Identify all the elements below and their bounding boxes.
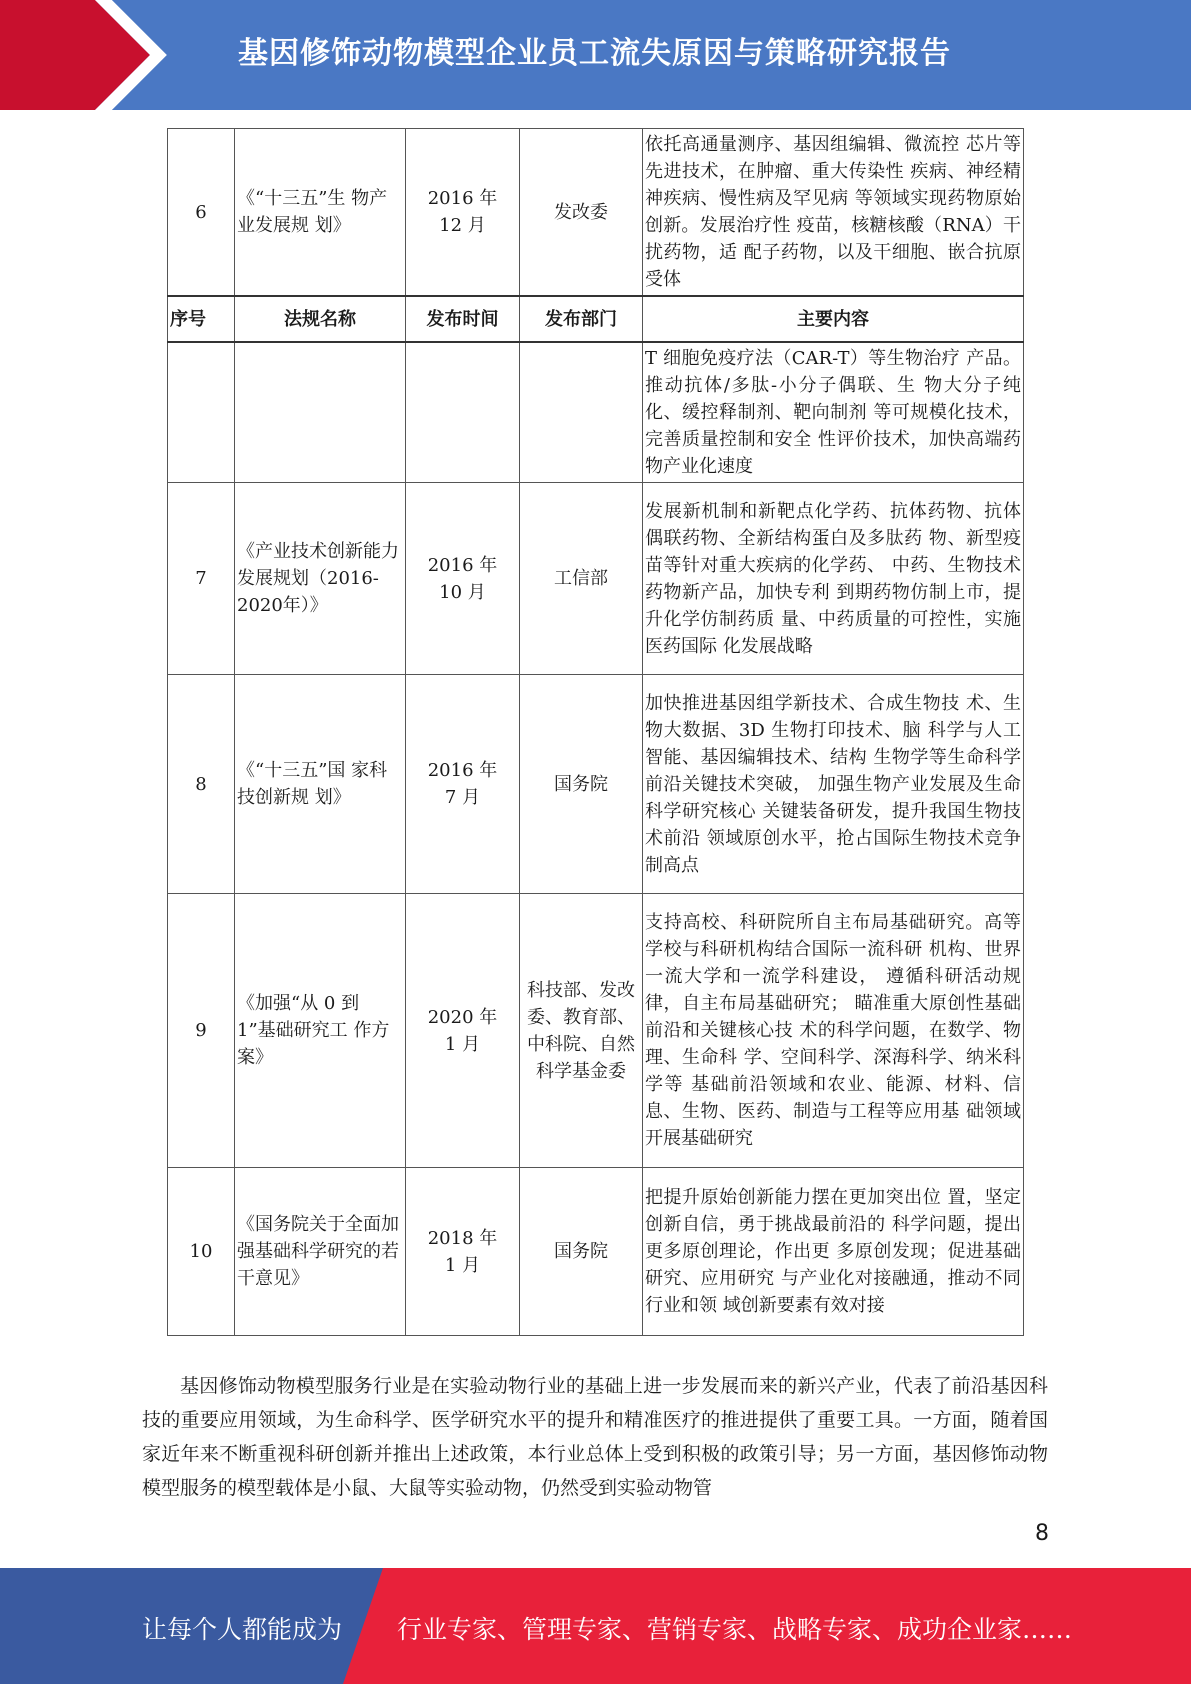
publish-year: 2016 年: [427, 188, 498, 209]
main-content: 支持高校、科研院所自主布局基础研究。高等学校与科研机构结合国际一流科研 机构、世界一流大学和一流学科建设， 遵循科研活动规律，自主布局基础研究； 瞄准重大原创性基础前沿和关键核心技 术的科学问题，在数学、物理、生命科 学、空间科学、深海科学、纳米科学等 基础前沿领域和农业、能源、材料、信 息、生物、医药、制造与工程等应用基 础领域开展基础研究: [643, 894, 1024, 1168]
table-header-row: [168, 296, 1024, 342]
publish-time: [406, 675, 520, 894]
publish-dept: 国务院: [520, 1168, 643, 1336]
col-header-dept: 发布部门: [520, 296, 643, 342]
footer-slogan-left: 让每个人都能成为: [142, 1615, 343, 1644]
regulation-name: 《产业技术创新能力发展规划（2016-2020年）》: [235, 483, 406, 675]
table-row: [168, 675, 1024, 894]
table-row: [168, 1168, 1024, 1336]
publish-time: [406, 1168, 520, 1336]
publish-month: 7 月: [444, 787, 481, 808]
publish-month: 1 月: [444, 1254, 481, 1276]
publish-time: [406, 894, 520, 1168]
regulation-name: 《“十三五”国 家科技创新规 划》: [235, 675, 406, 894]
policy-table: [167, 128, 1024, 1336]
col-header-name: 法规名称: [235, 296, 406, 342]
main-content: 发展新机制和新靶点化学药、抗体药物、抗体偶联药物、全新结构蛋白及多肽药 物、新型疫苗等针对重大疾病的化学药、 中药、生物技术药物新产品，加快专利 到期药物仿制上市，提升化学仿制药质 量、中药质量的可控性，实施医药国际 化发展战略: [643, 483, 1024, 675]
page-header: [0, 0, 1191, 110]
row-number: 10: [168, 1168, 235, 1336]
table-row: [168, 342, 1024, 483]
col-header-no: 序号: [168, 296, 235, 342]
col-header-content: 主要内容: [643, 296, 1024, 342]
publish-month: 12 月: [439, 215, 486, 236]
publish-month: 10 月: [439, 581, 486, 603]
report-title: 基因修饰动物模型企业员工流失原因与策略研究报告: [238, 36, 951, 71]
main-content: 依托高通量测序、基因组编辑、微流控 芯片等先进技术，在肿瘤、重大传染性 疾病、神经精神疾病、慢性病及罕见病 等领域实现药物原始创新。发展治疗性 疫苗，核糖核酸（RNA）干扰药物，适 配子药物，以及干细胞、嵌合抗原受体: [643, 129, 1024, 297]
table-row: [168, 129, 1024, 297]
publish-dept: 国务院: [520, 675, 643, 894]
row-number: 9: [168, 894, 235, 1168]
table-row: [168, 483, 1024, 675]
publish-year: 2018 年: [427, 1227, 498, 1249]
main-content: 把提升原始创新能力摆在更加突出位 置，坚定创新自信，勇于挑战最前沿的 科学问题，提出更多原创理论，作出更 多原创发现；促进基础研究、应用研究 与产业化对接融通，推动不同行业和领 域创新要素有效对接: [643, 1168, 1024, 1336]
table-row: [168, 894, 1024, 1168]
publish-dept: 发改委: [520, 129, 643, 297]
publish-dept: 科技部、发改委、教育部、中科院、自然科学基金委: [520, 894, 643, 1168]
row-number: 8: [168, 675, 235, 894]
row-number: 6: [168, 129, 235, 297]
page-footer: [0, 1568, 1191, 1684]
publish-time: [406, 129, 520, 297]
regulation-name: 《加强“从 0 到 1”基础研究工 作方案》: [235, 894, 406, 1168]
main-content: 加快推进基因组学新技术、合成生物技 术、生物大数据、3D 生物打印技术、脑 科学与人工智能、基因编辑技术、结构 生物学等生命科学前沿关键技术突破， 加强生物产业发展及生命科学研究核心 关键装备研发，提升我国生物技术前沿 领域原创水平，抢占国际生物技术竞争 制高点: [643, 675, 1024, 894]
regulation-name: 《国务院关于全面加强基础科学研究的若干意见》: [235, 1168, 406, 1336]
col-header-time: 发布时间: [406, 296, 520, 342]
publish-time: [406, 483, 520, 675]
publish-year: 2016 年: [427, 760, 498, 781]
body-paragraph: 基因修饰动物模型服务行业是在实验动物行业的基础上进一步发展而来的新兴产业，代表了前沿基因科技的重要应用领域，为生命科学、医学研究水平的提升和精准医疗的推进提供了重要工具。一方面，随着国家近年来不断重视科研创新并推出上述政策，本行业总体上受到积极的政策引导；另一方面，基因修饰动物模型服务的模型载体是小鼠、大鼠等实验动物，仍然受到实验动物管: [142, 1375, 1048, 1499]
publish-month: 1 月: [444, 1033, 481, 1055]
publish-year: 2020 年: [427, 1006, 498, 1028]
publish-dept: 工信部: [520, 483, 643, 675]
regulation-name: 《“十三五”生 物产业发展规 划》: [235, 129, 406, 297]
page-number: 8: [1035, 1521, 1049, 1546]
main-content: T 细胞免疫疗法（CAR-T）等生物治疗 产品。推动抗体/多肽-小分子偶联、生 物大分子纯化、缓控释制剂、靶向制剂 等可规模化技术，完善质量控制和安全 性评价技术，加快高端药物产业化速度: [643, 342, 1024, 483]
publish-year: 2016 年: [427, 554, 498, 576]
row-number: 7: [168, 483, 235, 675]
footer-slogan-right: 行业专家、管理专家、营销专家、战略专家、成功企业家……: [397, 1615, 1073, 1644]
